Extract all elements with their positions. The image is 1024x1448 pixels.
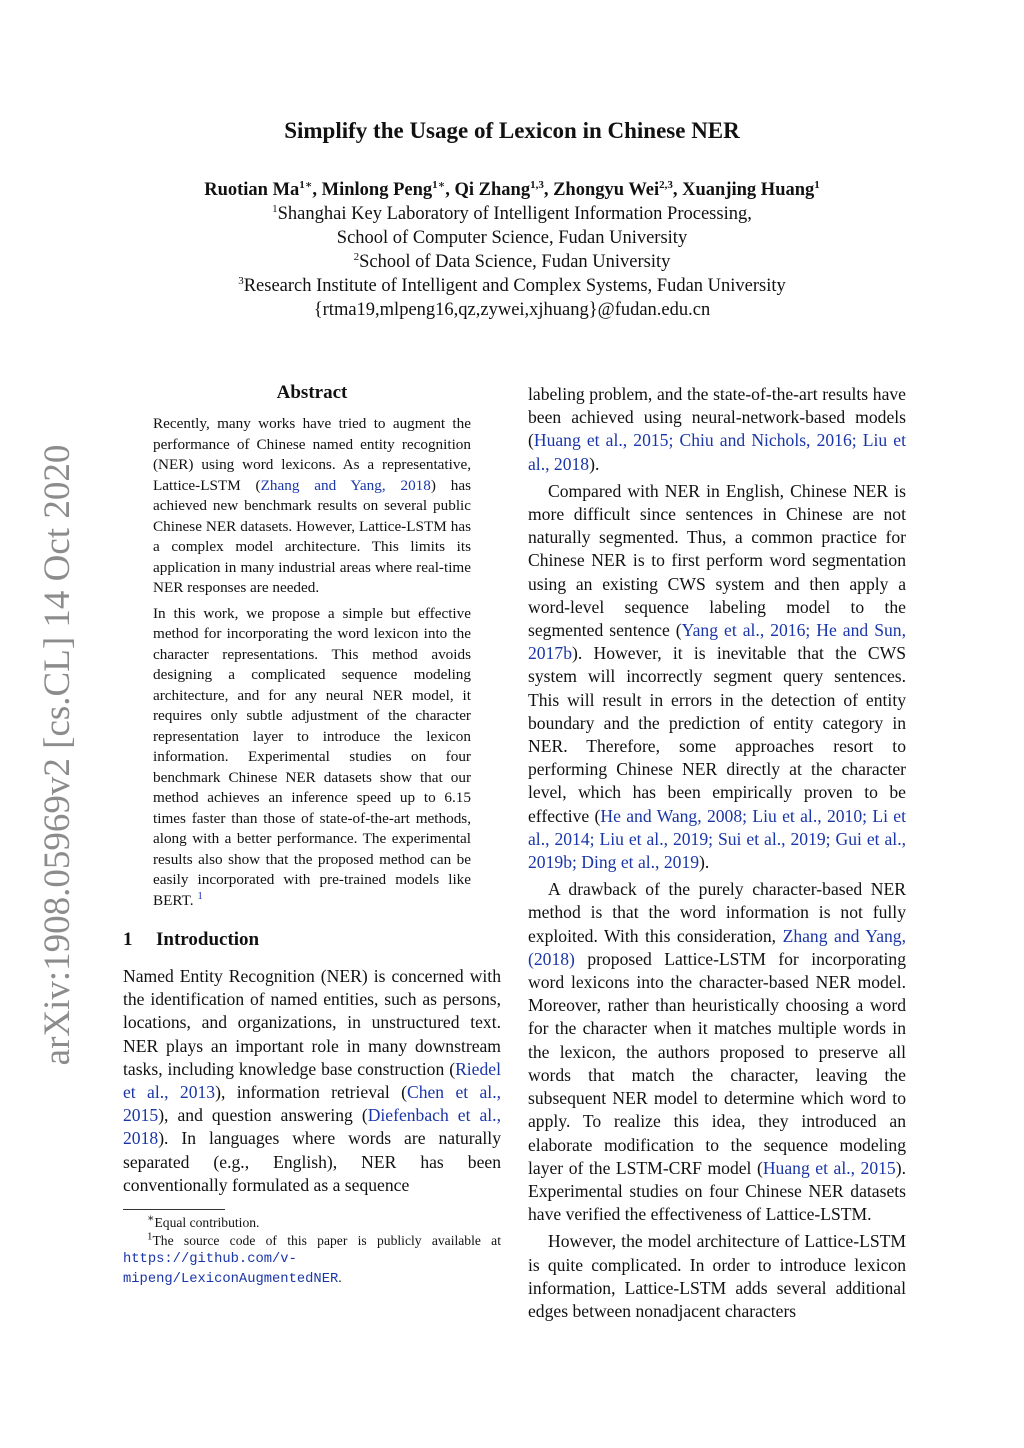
- body-text: proposed Lattice-LSTM for incorporating word lexicons into the character-based NER model. Moreover, rather than heuristically choosing a word for the character when it matches multiple words in the lexicon, the authors proposed to preserve all words that match the character, leaving the subsequent NER model to determine which word to apply. To realize this idea, they introduced an elaborate modification to the sequence modeling layer of the LSTM-CRF model (: [528, 948, 906, 1178]
- section-title: Introduction: [156, 929, 260, 950]
- body-paragraph: [528, 1230, 906, 1323]
- citation-link[interactable]: Chen et al., 2015: [123, 1082, 501, 1126]
- abstract-text: ) has achieved new benchmark results on several public Chinese NER datasets. However, Lattice-LSTM has a complex model architecture. This limits its application in many industrial areas where real-time NER responses are needed.: [153, 476, 471, 596]
- paper-title: Simplify the Usage of Lexicon in Chinese NER: [284, 118, 740, 143]
- abstract-paragraph: [153, 414, 471, 599]
- body-text: labeling problem, and the state-of-the-art results have been achieved using neural-network-based models (: [528, 384, 906, 451]
- abstract-heading: Abstract: [276, 382, 348, 403]
- section-heading-introduction: [123, 929, 501, 951]
- github-url-link[interactable]: https://github.com/v-mipeng/LexiconAugmentedNER: [123, 1252, 339, 1287]
- footnote-text: .: [338, 1269, 342, 1285]
- citation-link[interactable]: Huang et al., 2015; Chiu and Nichols, 2016; Liu et al., 2018: [528, 430, 906, 474]
- author-affiliation-mark: 2,3: [659, 178, 673, 191]
- footnote-source-code: [123, 1232, 501, 1289]
- citation-link[interactable]: Riedel et al., 2013: [123, 1058, 501, 1103]
- body-paragraph: [528, 878, 906, 1226]
- author-name: , Qi Zhang: [445, 180, 531, 200]
- body-text: Named Entity Recognition (NER) is concerned with the identification of named entities, such as persons, locations, and organizations, in unstructured text. NER plays an important role in many downstream tasks, including knowledge base construction (: [123, 966, 501, 1079]
- affiliation-line: [0, 250, 1024, 274]
- body-paragraph: [528, 480, 906, 874]
- citation-link[interactable]: Yang et al., 2016; He and Sun, 2017b: [528, 620, 906, 664]
- author-name: , Minlong Peng: [312, 180, 433, 200]
- affiliation-line: [0, 226, 1024, 250]
- intro-paragraph: [123, 965, 501, 1197]
- affiliation-text: Research Institute of Intelligent and Complex Systems, Fudan University: [243, 276, 786, 296]
- abstract-text: Recently, many works have tried to augment the performance of Chinese named entity recognition (NER) using word lexicons. As a representative, Lattice-LSTM (: [153, 415, 471, 494]
- abstract-paragraph: [153, 604, 471, 912]
- citation-link[interactable]: Huang et al., 2015: [762, 1157, 896, 1178]
- body-text: ). However, it is inevitable that the CWS system will incorrectly segment query sentences. This will result in errors in the detection of entity boundary and the prediction of entity category in NER. Therefore, some approaches resort to performing Chinese NER directly at the character level, which has been empirically proven to be effective (: [528, 643, 906, 826]
- right-column: [528, 383, 906, 1327]
- footnote-text: The source code of this paper is publicly available at: [152, 1232, 501, 1248]
- affiliation-mark: 3: [238, 274, 244, 287]
- left-column: [123, 382, 501, 1288]
- footnote-mark: ∗: [147, 1212, 155, 1225]
- author-affiliation-mark: 1,3: [530, 178, 544, 191]
- body-text: ).: [589, 453, 600, 474]
- arxiv-identifier: arXiv:1908.05969v2 [cs.CL] 14 Oct 2020: [37, 444, 78, 1066]
- author-names: [0, 178, 1024, 202]
- citation-link[interactable]: Zhang and Yang, (2018): [528, 925, 906, 969]
- footnote-divider: [123, 1209, 225, 1210]
- affiliation-line: [0, 202, 1024, 226]
- body-text: A drawback of the purely character-based NER method is that the word information is not fully exploited. With this consideration,: [528, 879, 906, 946]
- citation-link[interactable]: He and Wang, 2008; Liu et al., 2010; Li et al., 2014; Liu et al., 2019; Sui et al., 2019; Gui et al., 2019b; Ding et al., 2019: [528, 805, 906, 873]
- body-text: Compared with NER in English, Chinese NER is more difficult since sentences in Chinese are not naturally segmented. Thus, a common practice for Chinese NER is to first perform word segmentation using an existing CWS system and then apply a word-level sequence labeling model to the segmented sentence (: [528, 480, 906, 641]
- body-text: ).: [699, 852, 710, 873]
- author-name: Ruotian Ma: [204, 180, 300, 200]
- author-affiliation-mark: 1: [814, 178, 820, 191]
- affiliation-text: Shanghai Key Laboratory of Intelligent Information Processing,: [277, 204, 752, 224]
- author-block: [0, 178, 1024, 322]
- footnote-mark: 1: [147, 1230, 153, 1242]
- body-text: ), and question answering (: [158, 1105, 368, 1126]
- body-text: ). In languages where words are naturally separated (e.g., English), NER has been conventionally formulated as a sequence: [123, 1128, 501, 1195]
- body-text: ). Experimental studies on four Chinese NER datasets have verified the effectiveness of Lattice-LSTM.: [528, 1157, 906, 1225]
- footnote-link[interactable]: 1: [197, 889, 203, 902]
- author-name: , Zhongyu Wei: [543, 180, 660, 200]
- affiliation-line: [0, 274, 1024, 298]
- affiliation-mark: 2: [353, 250, 360, 263]
- citation-link[interactable]: Zhang and Yang, 2018: [260, 476, 431, 494]
- footnote-equal-contribution: [123, 1214, 501, 1232]
- affiliation-mark: 1: [272, 202, 278, 215]
- body-paragraph: [528, 383, 906, 476]
- section-number: 1: [123, 929, 133, 950]
- footnote-text: Equal contribution.: [154, 1215, 260, 1231]
- affiliation-text: School of Computer Science, Fudan University: [336, 228, 688, 248]
- body-text: However, the model architecture of Lattice-LSTM is quite complicated. In order to introduce lexicon information, Lattice-LSTM adds several additional edges between nonadjacent characters: [528, 1231, 906, 1321]
- body-text: ), information retrieval (: [215, 1082, 407, 1103]
- abstract-text: In this work, we propose a simple but effective method for incorporating the word lexicon into the character representations. This method avoids designing a complicated sequence modeling architecture, and for any neural NER model, it requires only subtle adjustment of the character representation layer to introduce the lexicon information. Experimental studies on four benchmark Chinese NER datasets show that our method achieves an inference speed up to 6.15 times faster than those of state-of-the-art methods, along with a better performance. The experimental results also show that the proposed method can be easily incorporated with pre-trained models like BERT.: [153, 604, 471, 909]
- author-emails: {rtma19,mlpeng16,qz,zywei,xjhuang}@fudan.edu.cn: [313, 300, 711, 320]
- author-name: , Xuanjing Huang: [672, 180, 815, 200]
- author-affiliation-mark: 1∗: [299, 178, 313, 191]
- citation-link[interactable]: Diefenbach et al., 2018: [123, 1105, 501, 1149]
- affiliation-text: School of Data Science, Fudan University: [359, 252, 671, 272]
- author-affiliation-mark: 1∗: [432, 178, 446, 191]
